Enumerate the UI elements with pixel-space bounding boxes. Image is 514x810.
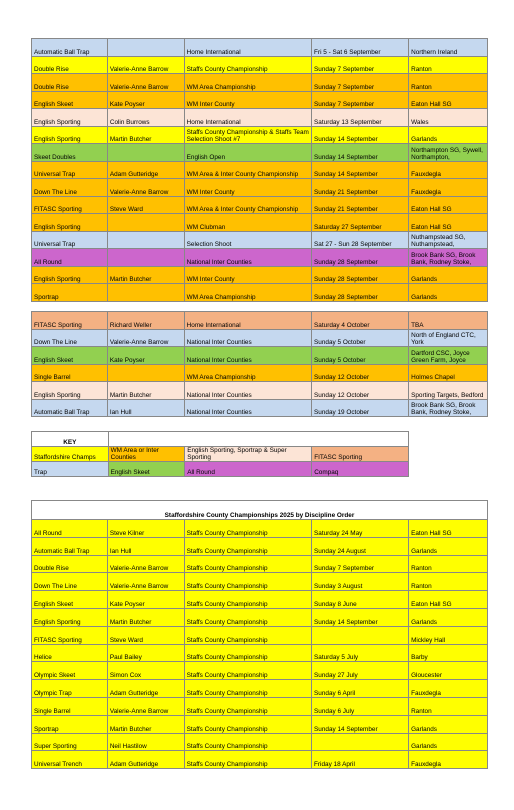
championship-discipline: All Round — [32, 520, 108, 538]
championship-person: Valerie-Anne Barrow — [107, 697, 184, 715]
event-venue: North of England CTC, York — [409, 329, 488, 347]
key-row — [32, 447, 409, 462]
event-date: Sunday 19 October — [312, 399, 409, 417]
event-event: Home International — [184, 312, 311, 330]
championship-row — [32, 591, 488, 609]
championship-row — [32, 733, 488, 751]
key-swatch: English Skeet — [108, 462, 185, 477]
championship-row — [32, 644, 488, 662]
event-discipline: Sportrap — [32, 284, 108, 302]
championship-person: Steve Kilner — [107, 520, 184, 538]
championship-discipline: Automatic Ball Trap — [32, 537, 108, 555]
event-person: Valerie-Anne Barrow — [107, 74, 184, 92]
event-event: English Open — [184, 144, 311, 162]
event-person — [107, 284, 184, 302]
event-row — [32, 91, 488, 109]
event-venue: Fauxdegla — [409, 179, 488, 197]
event-discipline: Automatic Ball Trap — [32, 399, 108, 417]
key-swatch: All Round — [185, 462, 312, 477]
championship-date: Sunday 14 September — [312, 715, 409, 733]
championship-event: Staffs County Championship — [184, 537, 311, 555]
championship-date: Sunday 8 June — [312, 591, 409, 609]
event-person — [107, 364, 184, 382]
championship-date: Sunday 6 July — [312, 697, 409, 715]
event-event: WM Inter County — [184, 179, 311, 197]
championship-date: Saturday 5 July — [312, 644, 409, 662]
event-row — [32, 214, 488, 232]
event-event: WM Inter County — [184, 91, 311, 109]
championship-date: Sunday 6 April — [312, 680, 409, 698]
event-person: Kate Poyser — [107, 347, 184, 365]
championship-venue: Gloucester — [409, 662, 488, 680]
event-venue: TBA — [409, 312, 488, 330]
championship-date — [312, 733, 409, 751]
event-person: Colin Burrows — [107, 109, 184, 127]
championship-person: Martin Butcher — [107, 608, 184, 626]
event-row — [32, 39, 488, 57]
championship-row — [32, 608, 488, 626]
championship-event: Staffs County Championship — [184, 591, 311, 609]
event-date: Sunday 5 October — [312, 347, 409, 365]
event-person — [107, 39, 184, 57]
event-person: Martin Butcher — [107, 382, 184, 400]
championship-discipline: Sportrap — [32, 715, 108, 733]
event-discipline: Universal Trap — [32, 161, 108, 179]
event-event: Home International — [184, 109, 311, 127]
event-person: Richard Weller — [107, 312, 184, 330]
championship-row — [32, 520, 488, 538]
event-venue: Northern Ireland — [409, 39, 488, 57]
event-event: WM Area Championship — [184, 284, 311, 302]
championship-row — [32, 662, 488, 680]
event-venue: Garlands — [409, 126, 488, 144]
event-discipline: English Skeet — [32, 347, 108, 365]
event-event: WM Inter County — [184, 266, 311, 284]
event-date: Sunday 12 October — [312, 382, 409, 400]
event-discipline: Skeet Doubles — [32, 144, 108, 162]
championship-person: Valerie-Anne Barrow — [107, 555, 184, 573]
event-event: National Inter Counties — [184, 329, 311, 347]
event-date: Sunday 12 October — [312, 364, 409, 382]
championship-venue: Eaton Hall SG — [409, 591, 488, 609]
event-discipline: English Sporting — [32, 126, 108, 144]
championship-person: Valerie-Anne Barrow — [107, 573, 184, 591]
championship-person: Martin Butcher — [107, 715, 184, 733]
event-venue: Holmes Chapel — [409, 364, 488, 382]
september-events-body — [32, 39, 488, 302]
event-discipline: English Skeet — [32, 91, 108, 109]
championship-event: Staffs County Championship — [184, 697, 311, 715]
championship-date — [312, 626, 409, 644]
championships-table — [31, 500, 488, 769]
championship-person: Neil Hastilow — [107, 733, 184, 751]
championship-venue: Fauxdegla — [409, 680, 488, 698]
championship-venue: Mickley Hall — [409, 626, 488, 644]
event-person: Steve Ward — [107, 196, 184, 214]
championship-discipline: English Skeet — [32, 591, 108, 609]
event-discipline: English Sporting — [32, 214, 108, 232]
event-discipline: English Sporting — [32, 382, 108, 400]
event-venue: Garlands — [409, 284, 488, 302]
event-row — [32, 284, 488, 302]
championship-event: Staffs County Championship — [184, 733, 311, 751]
event-event: National Inter Counties — [184, 382, 311, 400]
october-events-body — [32, 312, 488, 417]
event-venue: Eaton Hall SG — [409, 196, 488, 214]
event-row — [32, 109, 488, 127]
event-event: Staffs County Championship & Staffs Team Selection Shoot #7 — [184, 126, 311, 144]
championship-discipline: Universal Trench — [32, 751, 108, 769]
event-row — [32, 231, 488, 249]
championship-row — [32, 626, 488, 644]
championship-date: Sunday 24 August — [312, 537, 409, 555]
championship-discipline: Down The Line — [32, 573, 108, 591]
championship-row — [32, 697, 488, 715]
key-heading-row — [32, 432, 409, 447]
event-date: Saturday 4 October — [312, 312, 409, 330]
event-date: Sunday 21 September — [312, 179, 409, 197]
key-swatch: FITASC Sporting — [312, 447, 409, 462]
event-discipline: Universal Trap — [32, 231, 108, 249]
championship-venue: Garlands — [409, 537, 488, 555]
event-row — [32, 312, 488, 330]
event-venue: Ranton — [409, 56, 488, 74]
key-heading: KEY — [32, 432, 109, 447]
championship-date: Sunday 27 July — [312, 662, 409, 680]
event-date: Saturday 13 September — [312, 109, 409, 127]
event-event: Selection Shoot — [184, 231, 311, 249]
event-date: Sunday 5 October — [312, 329, 409, 347]
event-row — [32, 249, 488, 267]
championship-person: Steve Ward — [107, 626, 184, 644]
event-venue: Eaton Hall SG — [409, 91, 488, 109]
event-row — [32, 329, 488, 347]
event-person: Valerie-Anne Barrow — [107, 329, 184, 347]
event-venue: Wales — [409, 109, 488, 127]
championship-event: Staffs County Championship — [184, 608, 311, 626]
event-date: Saturday 27 September — [312, 214, 409, 232]
event-person: Kate Poyser — [107, 91, 184, 109]
event-person: Adam Gutteridge — [107, 161, 184, 179]
event-person: Martin Butcher — [107, 126, 184, 144]
event-date: Sunday 7 September — [312, 74, 409, 92]
championship-venue: Garlands — [409, 608, 488, 626]
event-venue: Brook Bank SG, Brook Bank, Rodney Stoke, — [409, 249, 488, 267]
championship-venue: Ranton — [409, 573, 488, 591]
colour-key-body — [32, 447, 409, 477]
championship-event: Staffs County Championship — [184, 662, 311, 680]
championship-row — [32, 537, 488, 555]
event-row — [32, 196, 488, 214]
event-row — [32, 382, 488, 400]
event-venue: Sporting Targets, Bedford — [409, 382, 488, 400]
championship-event: Staffs County Championship — [184, 626, 311, 644]
key-swatch: Staffordshire Champs — [32, 447, 109, 462]
key-swatch: English Sporting, Sportrap & Super Sporting — [185, 447, 312, 462]
key-swatch: Trap — [32, 462, 109, 477]
event-event: Home International — [184, 39, 311, 57]
event-venue: Dartford CSC, Joyce Green Farm, Joyce — [409, 347, 488, 365]
event-discipline: All Round — [32, 249, 108, 267]
championships-title-row — [32, 501, 488, 520]
championship-row — [32, 715, 488, 733]
event-venue: Garlands — [409, 266, 488, 284]
championship-person: Adam Gutteridge — [107, 680, 184, 698]
championship-venue: Fauxdegla — [409, 751, 488, 769]
event-person — [107, 214, 184, 232]
event-row — [32, 266, 488, 284]
event-discipline: FITASC Sporting — [32, 196, 108, 214]
championship-discipline: FITASC Sporting — [32, 626, 108, 644]
event-person — [107, 144, 184, 162]
event-discipline: Down The Line — [32, 179, 108, 197]
event-event: National Inter Counties — [184, 347, 311, 365]
event-discipline: Automatic Ball Trap — [32, 39, 108, 57]
championship-event: Staffs County Championship — [184, 520, 311, 538]
championship-venue: Garlands — [409, 733, 488, 751]
championship-event: Staffs County Championship — [184, 555, 311, 573]
event-row — [32, 364, 488, 382]
championship-date: Saturday 24 May — [312, 520, 409, 538]
event-event: WM Area & Inter County Championship — [184, 161, 311, 179]
event-row — [32, 399, 488, 417]
event-discipline: English Sporting — [32, 266, 108, 284]
championship-person: Adam Gutteridge — [107, 751, 184, 769]
event-date: Sunday 28 September — [312, 249, 409, 267]
event-row — [32, 56, 488, 74]
event-date: Sunday 28 September — [312, 284, 409, 302]
championship-venue: Barby — [409, 644, 488, 662]
key-swatch: WM Area or Inter Counties — [108, 447, 185, 462]
championship-discipline: Super Sporting — [32, 733, 108, 751]
event-venue: Fauxdegla — [409, 161, 488, 179]
event-date: Sunday 7 September — [312, 56, 409, 74]
championship-person: Ian Hull — [107, 537, 184, 555]
championship-venue: Ranton — [409, 555, 488, 573]
championship-venue: Eaton Hall SG — [409, 520, 488, 538]
event-date: Sunday 14 September — [312, 144, 409, 162]
colour-key-table — [31, 431, 409, 477]
event-venue: Ranton — [409, 74, 488, 92]
event-person: Martin Butcher — [107, 266, 184, 284]
event-event: WM Area Championship — [184, 364, 311, 382]
championship-event: Staffs County Championship — [184, 573, 311, 591]
event-date: Sunday 14 September — [312, 161, 409, 179]
championship-event: Staffs County Championship — [184, 715, 311, 733]
event-date: Fri 5 - Sat 6 September — [312, 39, 409, 57]
event-discipline: Double Rise — [32, 56, 108, 74]
championship-discipline: Helice — [32, 644, 108, 662]
championship-event: Staffs County Championship — [184, 680, 311, 698]
event-event: WM Area & Inter County Championship — [184, 196, 311, 214]
event-date: Sunday 21 September — [312, 196, 409, 214]
championship-date: Sunday 7 September — [312, 555, 409, 573]
key-row — [32, 462, 409, 477]
championship-venue: Garlands — [409, 715, 488, 733]
championship-discipline: English Sporting — [32, 608, 108, 626]
championship-person: Simon Cox — [107, 662, 184, 680]
event-discipline: Down The Line — [32, 329, 108, 347]
event-discipline: FITASC Sporting — [32, 312, 108, 330]
championship-person: Kate Poyser — [107, 591, 184, 609]
championship-row — [32, 680, 488, 698]
championship-person: Paul Bailey — [107, 644, 184, 662]
championship-row — [32, 573, 488, 591]
event-event: National Inter Counties — [184, 249, 311, 267]
event-date: Sat 27 - Sun 28 September — [312, 231, 409, 249]
championship-event: Staffs County Championship — [184, 644, 311, 662]
event-date: Sunday 14 September — [312, 126, 409, 144]
championship-venue: Ranton — [409, 697, 488, 715]
event-person: Valerie-Anne Barrow — [107, 56, 184, 74]
championship-event: Staffs County Championship — [184, 751, 311, 769]
event-discipline: Single Barrel — [32, 364, 108, 382]
event-row — [32, 126, 488, 144]
event-date: Sunday 7 September — [312, 91, 409, 109]
event-person — [107, 231, 184, 249]
event-venue: Eaton Hall SG — [409, 214, 488, 232]
championship-date: Sunday 14 September — [312, 608, 409, 626]
event-discipline: English Sporting — [32, 109, 108, 127]
event-event: Staffs County Championship — [184, 56, 311, 74]
september-events-table — [31, 38, 488, 302]
event-row — [32, 179, 488, 197]
event-venue: Brook Bank SG, Brook Bank, Rodney Stoke, — [409, 399, 488, 417]
championship-date: Friday 18 April — [312, 751, 409, 769]
key-swatch: Compaq — [312, 462, 409, 477]
championship-row — [32, 751, 488, 769]
championship-discipline: Olympic Trap — [32, 680, 108, 698]
event-venue: Nuthampstead SG, Nuthampstead, — [409, 231, 488, 249]
event-event: WM Clubman — [184, 214, 311, 232]
championship-discipline: Double Rise — [32, 555, 108, 573]
championship-row — [32, 555, 488, 573]
event-row — [32, 144, 488, 162]
event-event: WM Area Championship — [184, 74, 311, 92]
october-events-table — [31, 311, 488, 417]
event-event: National Inter Counties — [184, 399, 311, 417]
championship-discipline: Single Barrel — [32, 697, 108, 715]
event-date: Sunday 28 September — [312, 266, 409, 284]
event-person — [107, 249, 184, 267]
event-row — [32, 347, 488, 365]
event-row — [32, 74, 488, 92]
event-person: Ian Hull — [107, 399, 184, 417]
event-venue: Northampton SG, Sywell, Northampton, — [409, 144, 488, 162]
event-row — [32, 161, 488, 179]
championship-discipline: Olympic Skeet — [32, 662, 108, 680]
championships-title: Staffordshire County Championships 2025 by Discipline Order — [32, 501, 488, 520]
event-person: Valerie-Anne Barrow — [107, 179, 184, 197]
event-discipline: Double Rise — [32, 74, 108, 92]
championships-body — [32, 520, 488, 769]
championship-date: Sunday 3 August — [312, 573, 409, 591]
